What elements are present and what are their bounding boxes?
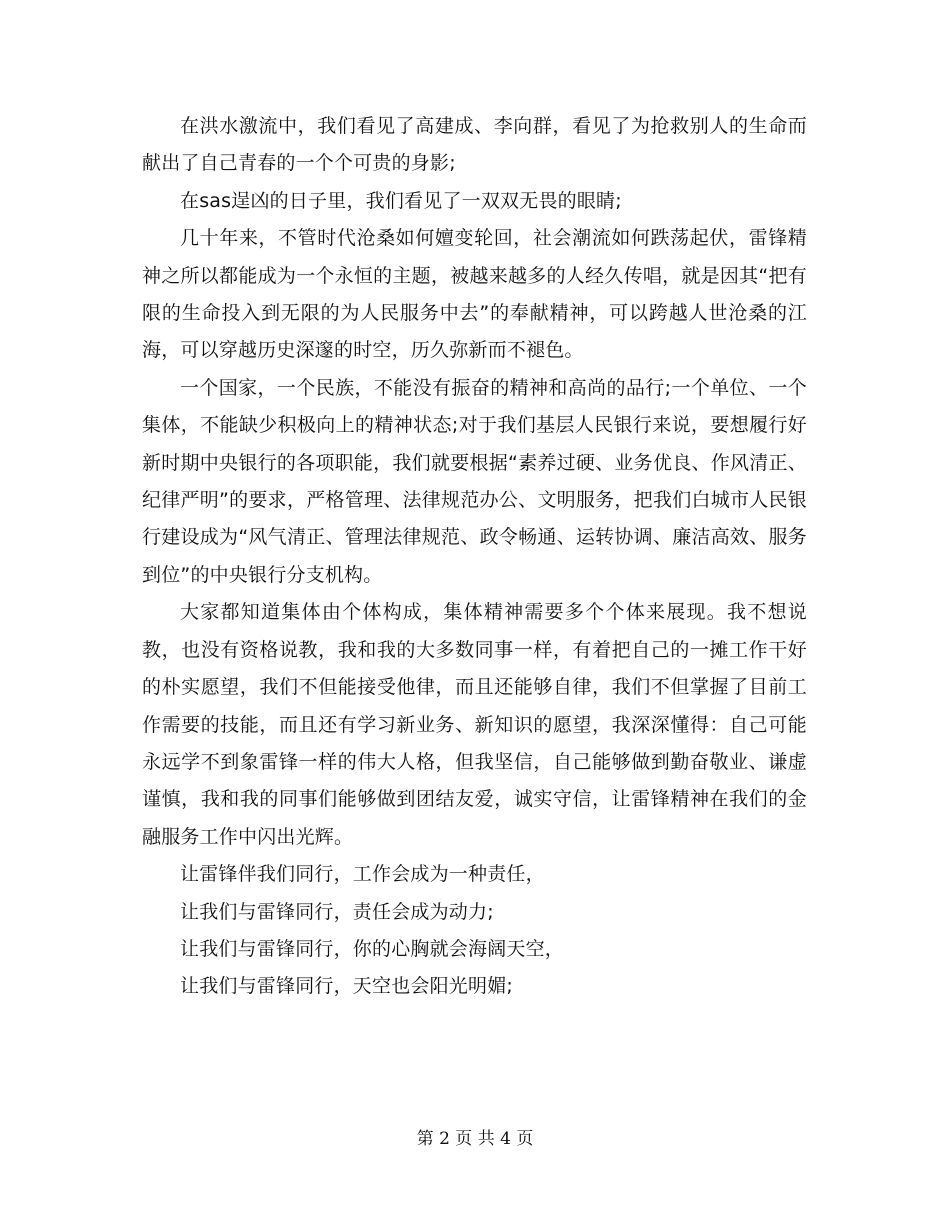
verse-line-1: 让雷锋伴我们同行，工作会成为一种责任， <box>180 863 545 886</box>
page-number-footer: 第 2 页 共 4 页 <box>416 1129 534 1149</box>
paragraph-collective: 大家都知道集体由个体构成，集体精神需要多个个体来展现。我不想说教，也没有资格说教，我和我的大多数同事一样，有着把自己的一摊工作干好的朴实愿望，我们不但能接受他律，而且还能够自律，我们不但掌握了目前工作需要的技能，而且还有学习新业务、新知识的愿望，我深深懂得：自己可能永远学不到象雷锋一样的伟大人格，但我坚信，自己能够做到勤奋敬业、谦虚谨慎，我和我的同事们能够做到团结友爱，诚实守信，让雷锋精神在我们的金融服务工作中闪出光辉。 <box>142 601 807 848</box>
paragraph-sars: 在sas逞凶的日子里，我们看见了一双双无畏的眼睛; <box>180 189 622 212</box>
paragraph-nation: 一个国家，一个民族，不能没有振奋的精神和高尚的品行;一个单位、一个集体，不能缺少积极向上的精神状态;对于我们基层人民银行来说，要想履行好新时期中央银行的各项职能，我们就要根据“素养过硬、业务优良、作风清正、纪律严明”的要求，严格管理、法律规范办公、文明服务，把我们白城市人民银行建设成为“风气清正、管理法律规范、政令畅通、运转协调、廉洁高效、服务到位”的中央银行分支机构。 <box>142 376 807 586</box>
document-body <box>142 108 807 1006</box>
verse-line-2: 让我们与雷锋同行，责任会成为动力; <box>180 900 494 923</box>
verse-line-3: 让我们与雷锋同行，你的心胸就会海阔天空， <box>180 937 565 960</box>
paragraph-flood: 在洪水激流中，我们看见了高建成、李向群，看见了为抢救别人的生命而献出了自己青春的一个个可贵的身影; <box>142 115 807 175</box>
paragraph-decades: 几十年来，不管时代沧桑如何嬗变轮回，社会潮流如何跌荡起伏，雷锋精神之所以都能成为一个永恒的主题，被越来越多的人经久传唱，就是因其“把有限的生命投入到无限的为人民服务中去”的奉献精神，可以跨越人世沧桑的江海，可以穿越历史深邃的时空，历久弥新而不褪色。 <box>142 227 807 362</box>
verse-line-4: 让我们与雷锋同行，天空也会阳光明媚; <box>180 975 514 998</box>
